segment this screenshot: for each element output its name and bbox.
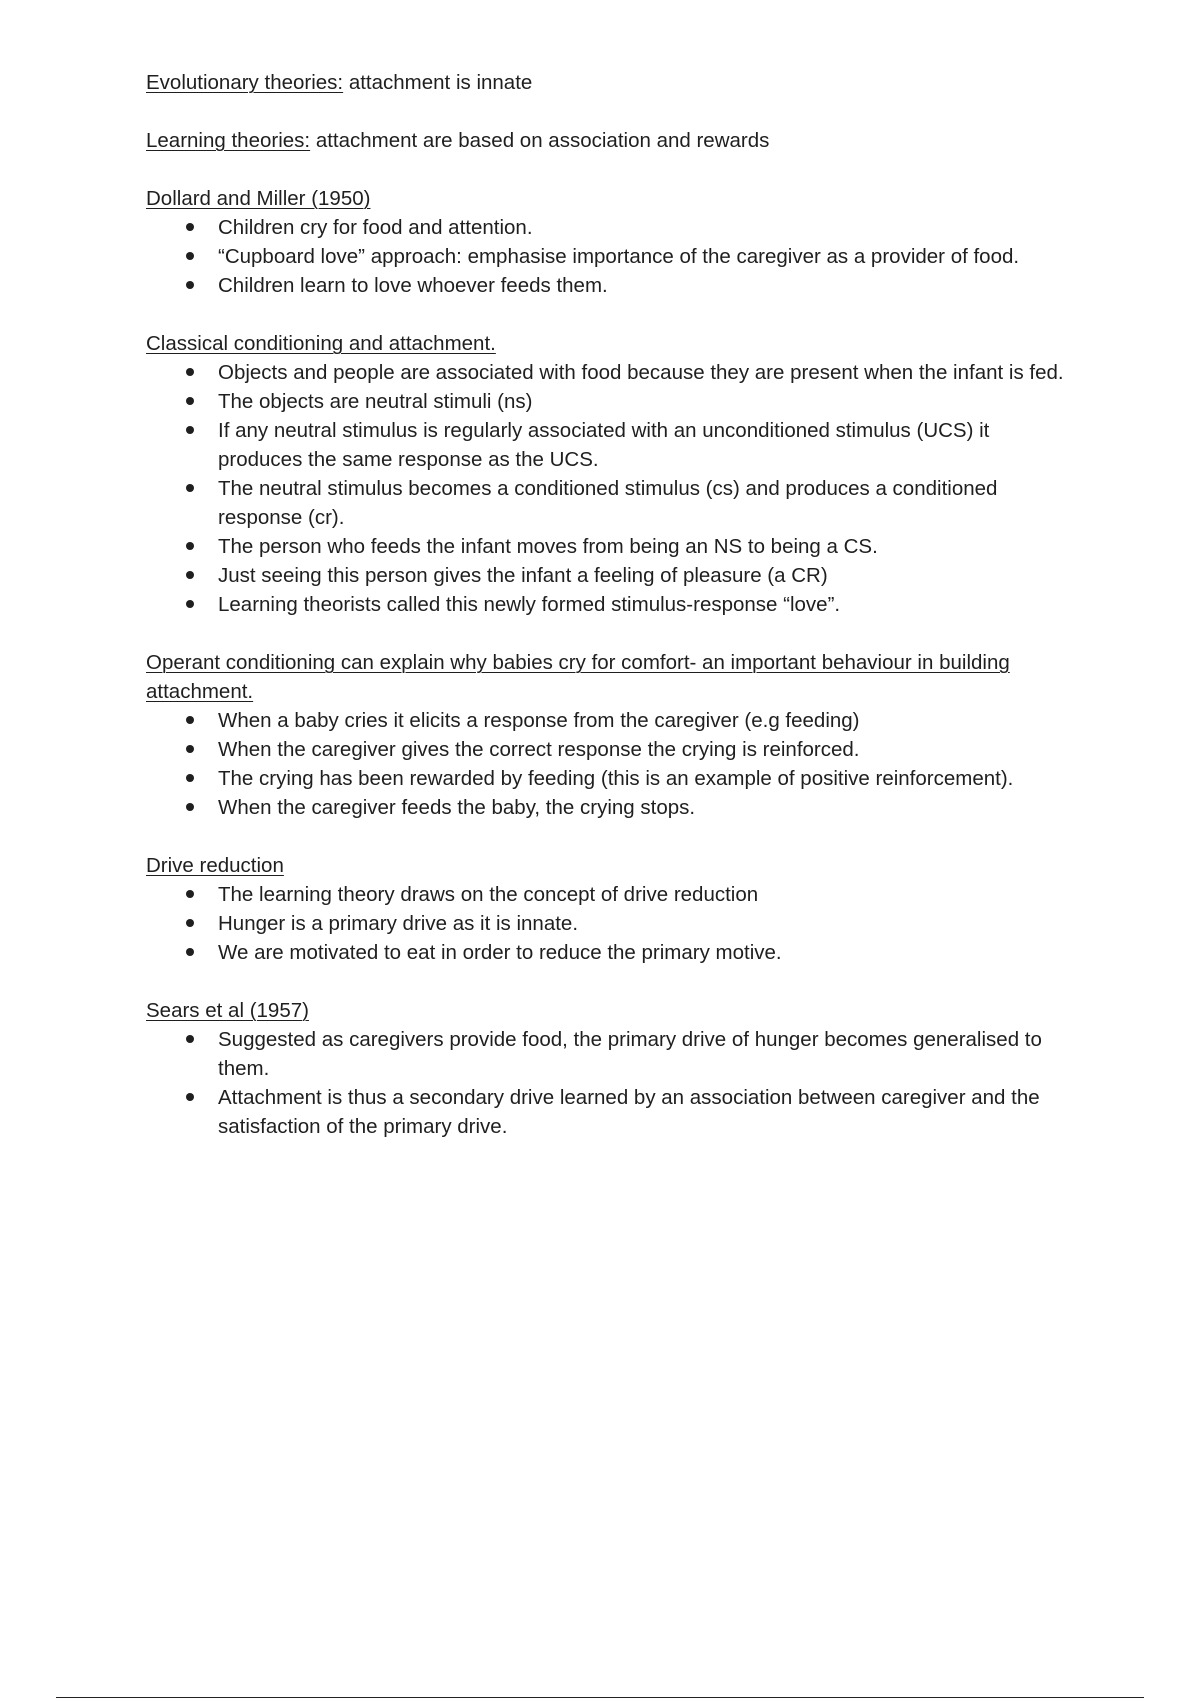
section-dollard-miller [146,184,1066,300]
bullet-icon [186,281,194,289]
list-item [146,474,1066,532]
list-item [146,880,1066,909]
bullet-text: We are motivated to eat in order to reduce the primary motive. [218,941,782,964]
list-item [146,532,1066,561]
list-item [146,590,1066,619]
list-item [146,1025,1066,1083]
intro-label: Learning theories: [146,129,311,152]
list-item [146,387,1066,416]
list-item [146,561,1066,590]
list-item [146,1083,1066,1141]
section-classical-conditioning [146,329,1066,619]
bullet-text: Children learn to love whoever feeds them. [218,274,608,297]
bullet-icon [186,1093,194,1101]
section-drive-reduction [146,851,1066,967]
bullet-icon [186,252,194,260]
section-heading: Sears et al (1957) [146,999,309,1022]
bullet-text: The person who feeds the infant moves from being an NS to being a CS. [218,535,878,558]
bullet-text: The learning theory draws on the concept of drive reduction [218,883,759,906]
list-item [146,735,1066,764]
bullet-text: “Cupboard love” approach: emphasise importance of the caregiver as a provider of food. [218,245,1020,268]
list-item [146,764,1066,793]
bullet-icon [186,745,194,753]
bullet-list [146,1025,1066,1141]
bullet-icon [186,542,194,550]
list-item [146,358,1066,387]
bullet-icon [186,890,194,898]
intro-evolutionary [146,68,1066,97]
list-item [146,706,1066,735]
bullet-icon [186,223,194,231]
list-item [146,938,1066,967]
intro-text: attachment are based on association and rewards [310,129,770,152]
bullet-text: The objects are neutral stimuli (ns) [218,390,533,413]
bullet-icon [186,397,194,405]
list-item [146,416,1066,474]
intro-learning [146,126,1066,155]
bullet-icon [186,426,194,434]
bullet-text: Children cry for food and attention. [218,216,533,239]
bullet-icon [186,600,194,608]
bullet-text: When a baby cries it elicits a response from the caregiver (e.g feeding) [218,709,860,732]
section-heading: Drive reduction [146,854,284,877]
section-heading: Classical conditioning and attachment. [146,332,496,355]
bullet-list [146,213,1066,300]
bullet-text: The neutral stimulus becomes a conditioned stimulus (cs) and produces a conditioned response (cr). [218,477,998,529]
bullet-text: Attachment is thus a secondary drive learned by an association between caregiver and the satisfaction of the primary drive. [218,1086,1040,1138]
page-divider [56,1697,1144,1698]
section-heading: Operant conditioning can explain why babies cry for comfort- an important behaviour in building attachment. [146,651,1010,703]
bullet-icon [186,571,194,579]
bullet-text: Objects and people are associated with food because they are present when the infant is fed. [218,361,1064,384]
bullet-text: When the caregiver gives the correct response the crying is reinforced. [218,738,860,761]
bullet-text: When the caregiver feeds the baby, the crying stops. [218,796,696,819]
bullet-icon [186,484,194,492]
section-operant-conditioning [146,648,1066,822]
section-heading: Dollard and Miller (1950) [146,187,371,210]
bullet-icon [186,774,194,782]
list-item [146,213,1066,242]
bullet-icon [186,716,194,724]
bullet-icon [186,1035,194,1043]
intro-label: Evolutionary theories: [146,71,344,94]
bullet-icon [186,368,194,376]
list-item [146,793,1066,822]
bullet-text: Suggested as caregivers provide food, the primary drive of hunger becomes generalised to them. [218,1028,1042,1080]
bullet-text: Hunger is a primary drive as it is innate. [218,912,579,935]
document-page [146,68,1066,1170]
bullet-icon [186,803,194,811]
list-item [146,242,1066,271]
section-sears [146,996,1066,1141]
list-item [146,271,1066,300]
bullet-icon [186,948,194,956]
bullet-list [146,358,1066,619]
bullet-list [146,706,1066,822]
bullet-icon [186,919,194,927]
bullet-list [146,880,1066,967]
bullet-text: Learning theorists called this newly formed stimulus-response “love”. [218,593,841,616]
intro-text: attachment is innate [343,71,533,94]
bullet-text: The crying has been rewarded by feeding (this is an example of positive reinforcement). [218,767,1014,790]
bullet-text: If any neutral stimulus is regularly associated with an unconditioned stimulus (UCS) it produces the same response as the UCS. [218,419,990,471]
list-item [146,909,1066,938]
bullet-text: Just seeing this person gives the infant a feeling of pleasure (a CR) [218,564,828,587]
